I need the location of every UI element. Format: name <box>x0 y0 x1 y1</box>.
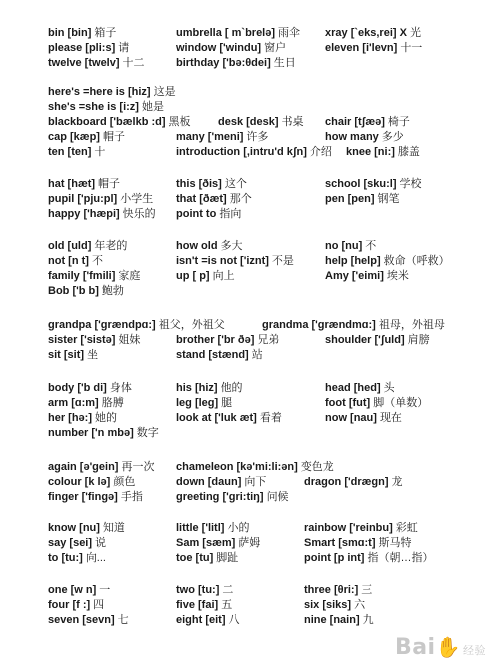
word-zh: 说 <box>95 537 107 549</box>
word-en: she's =she is [i:z] <box>48 101 139 113</box>
vocab-line <box>48 550 488 566</box>
word-zh: 箱子 <box>94 27 117 39</box>
vocab-line <box>48 489 488 505</box>
word-en: rainbow ['reinbu] <box>304 522 393 534</box>
paw-icon: ✋ <box>435 635 461 659</box>
vocab-line <box>48 520 488 536</box>
word-zh: 生日 <box>273 57 296 69</box>
word-zh: 许多 <box>246 131 269 143</box>
word-zh: 这个 <box>224 178 247 190</box>
word-en: pupil ['pju:pl] <box>48 193 118 205</box>
word-zh: 窗户 <box>264 42 287 54</box>
word-zh: 帽子 <box>102 131 125 143</box>
word-en: shoulder ['ʃuld] <box>325 334 405 346</box>
vocab-entry <box>325 253 450 269</box>
vocab-entry <box>48 395 124 411</box>
vocab-entry <box>325 40 422 56</box>
word-en: how many <box>325 131 379 143</box>
word-zh: 现在 <box>379 412 402 424</box>
word-en: chameleon [kə'mi:li:ən] <box>176 461 298 473</box>
vocab-entry <box>176 520 249 536</box>
word-en: stand [stænd] <box>176 349 249 361</box>
word-zh: 向上 <box>212 270 235 282</box>
vocab-entry <box>48 474 135 490</box>
word-en: three [θri:] <box>304 584 359 596</box>
vocab-entry <box>176 129 268 145</box>
vocab-line <box>48 40 488 56</box>
vocab-line <box>48 380 488 396</box>
vocab-entry <box>176 25 300 41</box>
word-zh: 头 <box>383 382 395 394</box>
word-en: sit [sit] <box>48 349 85 361</box>
vocab-entry <box>325 238 376 254</box>
word-en: down [daun] <box>176 476 242 488</box>
word-en: know [nu] <box>48 522 100 534</box>
word-zh: 姐妹 <box>118 334 141 346</box>
word-zh: 五 <box>221 599 233 611</box>
word-en: no [nu] <box>325 240 363 252</box>
vocab-entry <box>48 283 124 299</box>
vocab-entry <box>325 268 409 284</box>
vocab-entry <box>48 550 106 566</box>
word-zh: 祖母，外祖母 <box>378 319 445 331</box>
vocab-entry <box>325 380 395 396</box>
vocab-entry <box>48 99 164 115</box>
vocab-entry <box>48 191 153 207</box>
vocab-entry <box>48 317 225 333</box>
word-zh: 书桌 <box>281 116 304 128</box>
vocab-entry <box>48 347 98 363</box>
vocab-line <box>48 55 488 71</box>
word-en: cap [kæp] <box>48 131 100 143</box>
word-en: desk [desk] <box>218 116 279 128</box>
word-zh: 脚趾 <box>216 552 239 564</box>
vocab-line <box>48 129 488 145</box>
word-zh: 斯马特 <box>378 537 412 549</box>
vocab-entry <box>176 459 334 475</box>
vocab-entry <box>176 253 294 269</box>
vocab-entry <box>48 253 103 269</box>
word-zh: 钢笔 <box>377 193 400 205</box>
word-zh: 椅子 <box>387 116 410 128</box>
word-en: window ['windu] <box>176 42 262 54</box>
word-en: isn't =is not ['iznt] <box>176 255 269 267</box>
vocab-line <box>48 395 488 411</box>
vocab-entry <box>48 114 191 130</box>
word-zh: 腿 <box>221 397 233 409</box>
word-zh: 这是 <box>153 86 176 98</box>
vocab-line <box>48 597 488 613</box>
vocab-line <box>48 176 488 192</box>
word-zh: 变色龙 <box>300 461 334 473</box>
vocab-entry <box>48 40 129 56</box>
word-zh: 再一次 <box>121 461 155 473</box>
word-en: Bob ['b b] <box>48 285 99 297</box>
vocab-entry <box>176 489 289 505</box>
vocab-line <box>48 347 488 363</box>
baidu-watermark <box>395 635 486 660</box>
vocab-entry <box>48 459 154 475</box>
vocab-entry <box>48 238 127 254</box>
vocab-line <box>48 582 488 598</box>
word-en: six [siks] <box>304 599 352 611</box>
word-zh: 十一 <box>400 42 423 54</box>
word-en: finger ['fingə] <box>48 491 118 503</box>
word-en: say [sei] <box>48 537 93 549</box>
word-en: introduction [,intru'd kʃn] <box>176 146 307 158</box>
vocab-line <box>48 535 488 551</box>
word-en: old [uld] <box>48 240 92 252</box>
word-en: look at ['luk æt] <box>176 412 257 424</box>
word-en: now [nau] <box>325 412 377 424</box>
watermark-sub: 经验 <box>463 644 486 657</box>
word-zh: 兄弟 <box>257 334 280 346</box>
word-en: four [f :] <box>48 599 91 611</box>
word-en: birthday ['bə:θdei] <box>176 57 271 69</box>
vocab-entry <box>304 597 365 613</box>
word-en: greeting ['gri:tiŋ] <box>176 491 264 503</box>
vocab-entry <box>262 317 445 333</box>
word-zh: 不是 <box>271 255 294 267</box>
word-en: one [w n] <box>48 584 97 596</box>
word-zh: 那个 <box>229 193 252 205</box>
vocab-entry <box>48 410 117 426</box>
word-zh: 快乐的 <box>122 208 156 220</box>
word-en: again [ə'gein] <box>48 461 119 473</box>
word-en: nine [nain] <box>304 614 360 626</box>
vocab-entry <box>48 129 125 145</box>
word-en: point [p int] <box>304 552 365 564</box>
word-zh: 知道 <box>102 522 125 534</box>
word-en: that [ðæt] <box>176 193 227 205</box>
vocab-entry <box>176 40 286 56</box>
vocab-line <box>48 206 488 222</box>
word-zh: 黑板 <box>168 116 191 128</box>
word-en: arm [ɑ:m] <box>48 397 99 409</box>
word-zh: 指（朝…指） <box>367 552 434 564</box>
vocab-entry <box>176 176 247 192</box>
word-en: up [ p] <box>176 270 210 282</box>
vocab-entry <box>48 144 105 160</box>
vocab-entry <box>304 474 403 490</box>
word-zh: 指向 <box>219 208 242 220</box>
word-zh: 萨姆 <box>238 537 261 549</box>
word-zh: 十二 <box>122 57 145 69</box>
vocab-entry <box>176 332 279 348</box>
watermark-text: Bai <box>394 635 436 660</box>
word-zh: 年老的 <box>94 240 128 252</box>
vocab-entry <box>48 332 140 348</box>
vocab-line <box>48 459 488 475</box>
word-en: colour [k lə] <box>48 476 111 488</box>
vocab-entry <box>176 395 232 411</box>
vocab-entry <box>176 612 240 628</box>
word-zh: 请 <box>118 42 130 54</box>
word-zh: 三 <box>361 584 373 596</box>
vocab-entry <box>218 114 304 130</box>
vocab-entry <box>176 535 260 551</box>
word-zh: 站 <box>251 349 263 361</box>
vocab-line <box>48 410 488 426</box>
word-zh: 坐 <box>87 349 99 361</box>
vocab-line <box>48 332 488 348</box>
word-en: hat [hæt] <box>48 178 96 190</box>
vocab-entry <box>176 55 296 71</box>
word-zh: 多大 <box>220 240 243 252</box>
vocab-entry <box>346 144 420 160</box>
vocab-line <box>48 84 488 100</box>
word-en: head [hed] <box>325 382 381 394</box>
word-zh: 多少 <box>381 131 404 143</box>
vocab-line <box>48 425 488 441</box>
vocab-line <box>48 317 488 333</box>
word-en: sister ['sistə] <box>48 334 116 346</box>
word-en: five [fai] <box>176 599 219 611</box>
word-zh: 小的 <box>227 522 250 534</box>
word-zh: 一 <box>99 584 111 596</box>
vocab-entry <box>48 206 156 222</box>
word-en: happy ['hæpi] <box>48 208 120 220</box>
word-zh: 六 <box>354 599 366 611</box>
vocab-line <box>48 612 488 628</box>
word-en: umbrella [ m`brelə] <box>176 27 276 39</box>
word-en: how old <box>176 240 218 252</box>
word-en: seven [sevn] <box>48 614 115 626</box>
word-zh: 光 <box>409 27 421 39</box>
word-en: foot [fut] <box>325 397 371 409</box>
vocab-entry <box>325 176 422 192</box>
vocab-entry <box>48 520 125 536</box>
word-en: many ['meni] <box>176 131 244 143</box>
word-en: two [tu:] <box>176 584 220 596</box>
word-zh: 数字 <box>136 427 159 439</box>
word-en: grandpa ['grændpɑ:] <box>48 319 156 331</box>
vocab-entry <box>48 425 159 441</box>
word-zh: 身体 <box>109 382 132 394</box>
vocab-entry <box>176 206 241 222</box>
vocab-entry <box>325 395 428 411</box>
vocab-entry <box>176 474 266 490</box>
word-en: body ['b di] <box>48 382 107 394</box>
vocab-entry <box>304 582 372 598</box>
vocab-line <box>48 474 488 490</box>
vocab-entry <box>48 84 176 100</box>
word-en: help [help] <box>325 255 381 267</box>
word-en: point to <box>176 208 217 220</box>
vocab-entry <box>48 535 106 551</box>
word-zh: 鲍勃 <box>101 285 124 297</box>
word-zh: 向下 <box>244 476 267 488</box>
vocab-entry <box>176 191 252 207</box>
word-en: his [hiz] <box>176 382 218 394</box>
word-zh: 她的 <box>95 412 117 424</box>
word-zh: 救命（呼救） <box>383 255 450 267</box>
vocab-line <box>48 144 488 160</box>
vocab-entry <box>176 144 332 160</box>
vocab-line <box>48 283 488 299</box>
word-zh: 膝盖 <box>397 146 420 158</box>
word-en: her [hə:] <box>48 412 92 424</box>
vocab-line <box>48 268 488 284</box>
vocab-entry <box>176 582 233 598</box>
word-zh: 不 <box>91 255 103 267</box>
word-en: family ['fmili] <box>48 270 116 282</box>
vocab-entry <box>48 25 116 41</box>
word-en: eleven [i'levn] <box>325 42 398 54</box>
word-en: grandma ['grændmɑ:] <box>262 319 376 331</box>
vocab-entry <box>176 268 235 284</box>
vocab-line <box>48 191 488 207</box>
word-en: pen [pen] <box>325 193 375 205</box>
word-en: number ['n mbə] <box>48 427 134 439</box>
word-en: knee [ni:] <box>346 146 395 158</box>
vocab-entry <box>176 347 263 363</box>
word-zh: 埃米 <box>386 270 409 282</box>
vocab-line <box>48 25 488 41</box>
vocab-entry <box>325 114 410 130</box>
word-zh: 雨伞 <box>278 27 301 39</box>
word-zh: 颜色 <box>113 476 136 488</box>
word-en: to [tu:] <box>48 552 83 564</box>
word-zh: 龙 <box>391 476 403 488</box>
vocab-entry <box>325 25 421 41</box>
vocab-entry <box>176 238 243 254</box>
word-en: eight [eit] <box>176 614 226 626</box>
vocab-entry <box>176 597 232 613</box>
vocab-line <box>48 238 488 254</box>
word-en: please [pli:s] <box>48 42 116 54</box>
word-zh: 十 <box>94 146 106 158</box>
word-zh: 脚（单数） <box>373 397 429 409</box>
word-zh: 彩虹 <box>395 522 418 534</box>
vocab-entry <box>48 55 145 71</box>
word-en: xray [`eks,rei] X <box>325 27 407 39</box>
word-zh: 四 <box>93 599 105 611</box>
word-en: toe [tu] <box>176 552 214 564</box>
word-en: Smart [smɑ:t] <box>304 537 376 549</box>
vocab-entry <box>325 410 402 426</box>
word-en: Amy ['eimi] <box>325 270 384 282</box>
vocab-entry <box>48 489 143 505</box>
vocab-entry <box>325 332 430 348</box>
word-zh: 他的 <box>220 382 243 394</box>
word-zh: 她是 <box>141 101 164 113</box>
vocab-entry <box>48 597 104 613</box>
vocab-entry <box>304 520 418 536</box>
word-en: leg [leg] <box>176 397 219 409</box>
word-zh: 七 <box>117 614 129 626</box>
vocab-line <box>48 114 488 130</box>
vocab-entry <box>304 612 374 628</box>
word-en: bin [bin] <box>48 27 92 39</box>
word-en: chair [tʃæə] <box>325 116 385 128</box>
word-zh: 手指 <box>120 491 143 503</box>
word-en: blackboard ['bælkb :d] <box>48 116 166 128</box>
vocab-entry <box>48 176 120 192</box>
vocab-entry <box>304 550 433 566</box>
word-zh: 九 <box>362 614 374 626</box>
vocab-line <box>48 99 488 115</box>
word-en: here's =here is [hiz] <box>48 86 151 98</box>
word-en: school [sku:l] <box>325 178 397 190</box>
word-zh: 不 <box>365 240 377 252</box>
word-zh: 祖父，外祖父 <box>158 319 225 331</box>
word-zh: 介绍 <box>309 146 332 158</box>
word-zh: 看着 <box>259 412 282 424</box>
word-zh: 八 <box>228 614 240 626</box>
vocab-entry <box>325 129 404 145</box>
vocab-entry <box>304 535 412 551</box>
vocab-entry <box>48 612 129 628</box>
word-en: Sam [sæm] <box>176 537 236 549</box>
vocab-entry <box>176 380 243 396</box>
word-zh: 肩膀 <box>407 334 430 346</box>
word-zh: 向... <box>85 552 106 564</box>
word-zh: 帽子 <box>98 178 121 190</box>
word-en: ten [ten] <box>48 146 92 158</box>
vocab-line <box>48 253 488 269</box>
word-en: dragon ['drægn] <box>304 476 389 488</box>
vocab-entry <box>48 380 132 396</box>
word-en: little ['litl] <box>176 522 225 534</box>
vocab-entry <box>325 191 400 207</box>
word-zh: 问候 <box>266 491 289 503</box>
word-zh: 胳膊 <box>101 397 124 409</box>
vocab-entry <box>48 582 110 598</box>
vocab-entry <box>176 550 238 566</box>
word-en: brother ['br ðə] <box>176 334 255 346</box>
word-zh: 学校 <box>399 178 422 190</box>
word-en: this [ðis] <box>176 178 222 190</box>
word-zh: 家庭 <box>118 270 141 282</box>
word-en: not [n t] <box>48 255 89 267</box>
vocab-entry <box>48 268 140 284</box>
vocab-entry <box>176 410 282 426</box>
word-zh: 二 <box>222 584 234 596</box>
word-en: twelve [twelv] <box>48 57 120 69</box>
word-zh: 小学生 <box>120 193 154 205</box>
